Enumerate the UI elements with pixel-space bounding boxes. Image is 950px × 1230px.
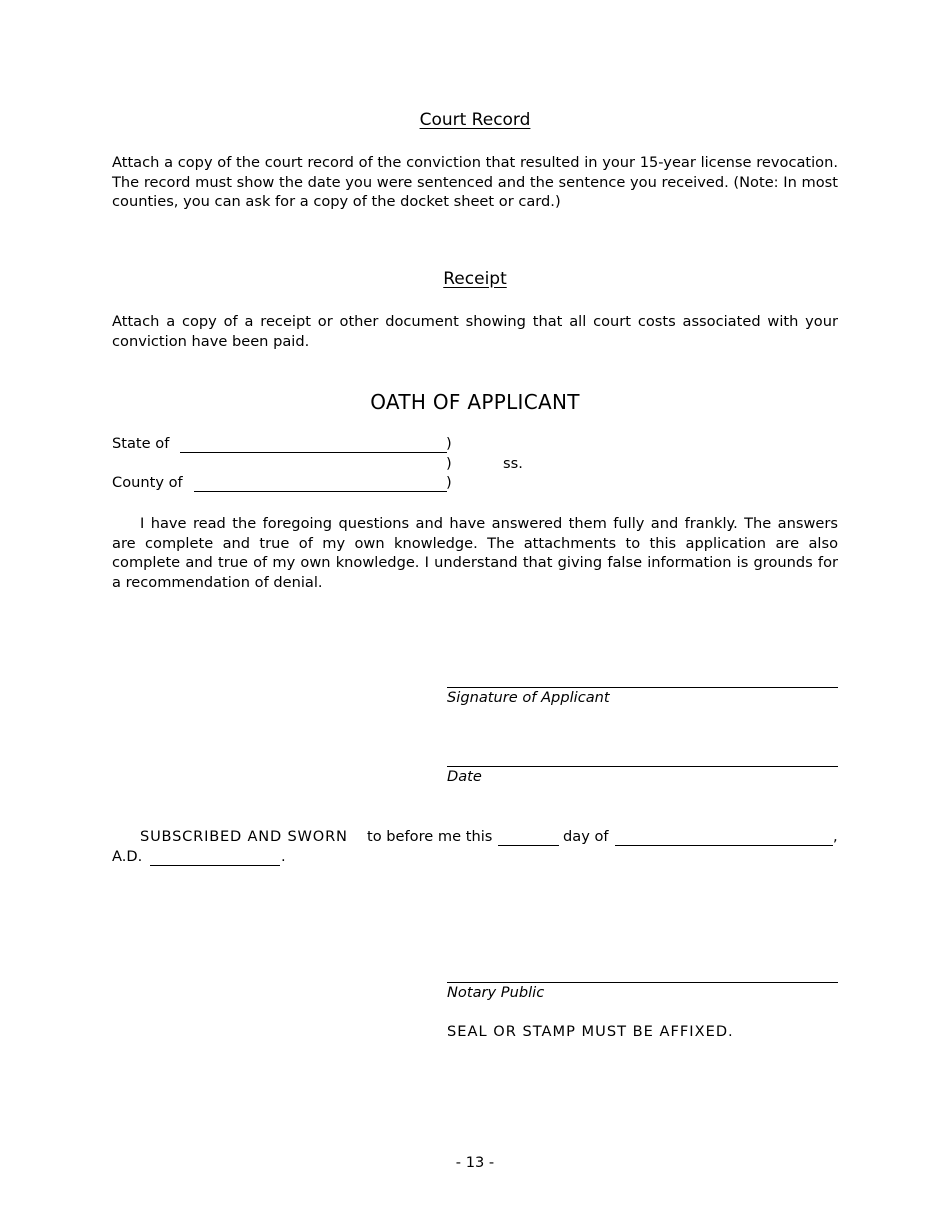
notary-caption: Notary Public	[447, 984, 545, 1001]
sworn-month-field[interactable]	[615, 845, 833, 846]
date-caption: Date	[447, 768, 482, 785]
state-field[interactable]	[180, 452, 447, 453]
date-line[interactable]	[447, 766, 838, 767]
county-field[interactable]	[194, 491, 447, 492]
oath-title: OATH OF APPLICANT	[370, 390, 580, 414]
sworn-period: .	[281, 848, 286, 865]
sworn-comma: ,	[833, 828, 838, 845]
sworn-to-before: to before me this	[367, 828, 493, 845]
page-number: - 13 -	[455, 1154, 495, 1171]
sworn-day-of: day of	[563, 828, 609, 845]
ss-label: ss.	[503, 455, 523, 472]
paren-1: )	[446, 435, 452, 452]
notary-line[interactable]	[447, 982, 838, 983]
receipt-text: Attach a copy of a receipt or other document showing that all court costs associated with your conviction have been paid.	[112, 313, 838, 350]
oath-text: I have read the foregoing questions and have answered them fully and frankly. The answers are complete and true of my own knowledge. The attachments to this application are also complete and true of my own knowledge. I understand that giving false information is grounds for a recommendation of denial.	[112, 515, 838, 591]
county-label: County of	[112, 474, 183, 491]
paren-2: )	[446, 455, 452, 472]
sworn-lead: SUBSCRIBED AND SWORN	[140, 828, 348, 845]
receipt-heading: Receipt	[443, 269, 507, 289]
signature-caption: Signature of Applicant	[447, 689, 610, 706]
sworn-day-field[interactable]	[498, 845, 559, 846]
signature-line[interactable]	[447, 687, 838, 688]
court-record-text: Attach a copy of the court record of the conviction that resulted in your 15-year license revocation. The record must show the date you were sentenced and the sentence you received. (Note: In most counties, you can ask for a copy of the docket sheet or card.)	[112, 154, 838, 211]
sworn-year-field[interactable]	[150, 865, 280, 866]
sworn-ad: A.D.	[112, 848, 143, 865]
seal-note: SEAL OR STAMP MUST BE AFFIXED.	[447, 1023, 734, 1040]
paren-3: )	[446, 474, 452, 491]
court-record-heading: Court Record	[419, 110, 531, 130]
state-label: State of	[112, 435, 170, 452]
